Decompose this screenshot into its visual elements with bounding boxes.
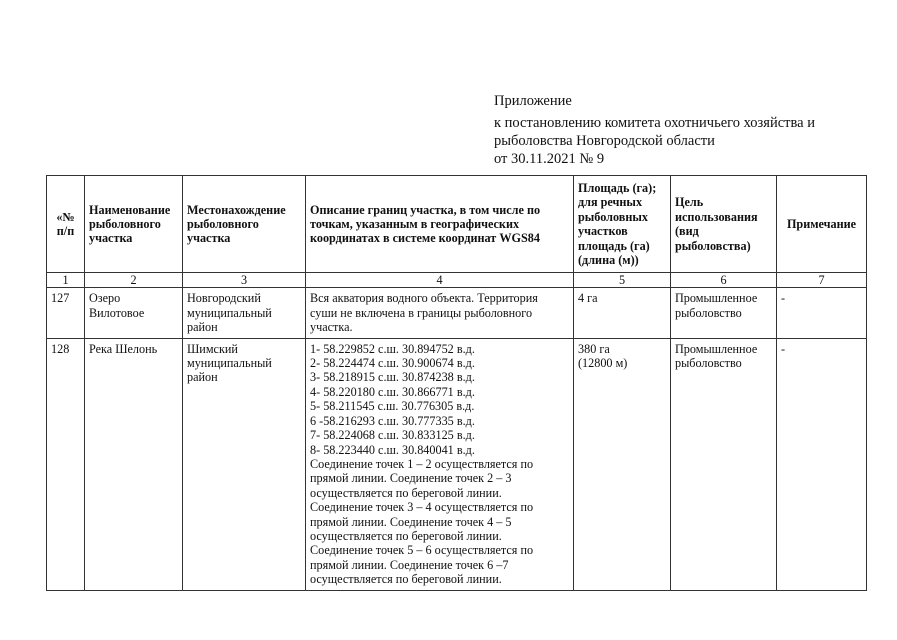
column-number: 6: [671, 273, 777, 288]
header-cell-name: Наименование рыболовного участка: [85, 176, 183, 273]
row-number: 128: [47, 338, 85, 590]
area-length: (12800 м): [578, 356, 628, 371]
description-line: осуществляется по береговой линии.: [310, 528, 502, 543]
description-line: Соединение точек 5 – 6 осуществляется по: [310, 543, 534, 558]
description-line: прямой линии. Соединение точек 4 – 5: [310, 514, 512, 529]
header-line-1: к постановлению комитета охотничьего хозяйства и: [494, 115, 815, 131]
description-line: осуществляется по береговой линии.: [310, 572, 502, 587]
area-purpose: Промышленное рыболовство: [671, 338, 777, 590]
coordinate-line: 7- 58.224068 с.ш. 30.833125 в.д.: [310, 428, 475, 443]
area-size: 4 га: [574, 288, 671, 338]
description-line: осуществляется по береговой линии.: [310, 485, 502, 500]
column-number: 4: [306, 273, 574, 288]
column-number: 3: [183, 273, 306, 288]
description-line: прямой линии. Соединение точек 2 – 3: [310, 471, 512, 486]
row-number: 127: [47, 288, 85, 338]
header-cell-area: Площадь (га); для речных рыболовных участков площадь (га) (длина (м)): [574, 176, 671, 273]
coordinate-line: 5- 58.211545 с.ш. 30.776305 в.д.: [310, 399, 475, 414]
area-description: [306, 338, 574, 590]
column-number: 1: [47, 273, 85, 288]
area-location: Шимский муниципальный район: [183, 338, 306, 590]
coordinate-line: 2- 58.224474 с.ш. 30.900674 в.д.: [310, 356, 475, 371]
description-line: прямой линии. Соединение точек 6 –7: [310, 557, 509, 572]
header-cell-description: Описание границ участка, в том числе по точкам, указанным в географических координатах в системе координат WGS84: [306, 176, 574, 273]
header-cell-location: Местонахождение рыболовного участка: [183, 176, 306, 273]
area-name: Озеро Вилотовое: [85, 288, 183, 338]
header-cell-note: Примечание: [777, 176, 867, 273]
table-header-row: [47, 176, 867, 273]
column-number: 7: [777, 273, 867, 288]
column-number: 5: [574, 273, 671, 288]
header-cell-number: «№ п/п: [47, 176, 85, 273]
area-note: -: [777, 288, 867, 338]
area-name: Река Шелонь: [85, 338, 183, 590]
header-line-2: рыболовства Новгородской области: [494, 133, 715, 149]
coordinate-line: 8- 58.223440 с.ш. 30.840041 в.д.: [310, 442, 475, 457]
area-description: [306, 288, 574, 338]
description-line: участка.: [310, 320, 353, 335]
header-cell-purpose: Цель использования (вид рыболовства): [671, 176, 777, 273]
description-line: Соединение точек 3 – 4 осуществляется по: [310, 500, 534, 515]
description-line: Соединение точек 1 – 2 осуществляется по: [310, 456, 534, 471]
coordinate-line: 3- 58.218915 с.ш. 30.874238 в.д.: [310, 370, 475, 385]
area-hectares: 380 га: [578, 341, 610, 356]
column-number-row: [47, 273, 867, 288]
area-location: Новгородский муниципальный район: [183, 288, 306, 338]
description-line: суши не включена в границы рыболовного: [310, 305, 533, 320]
description-line: Вся акватория водного объекта. Территория: [310, 291, 538, 306]
fishing-areas-table: [46, 175, 867, 591]
table-row: [47, 288, 867, 338]
coordinate-line: 1- 58.229852 с.ш. 30.894752 в.д.: [310, 341, 475, 356]
coordinate-line: 4- 58.220180 с.ш. 30.866771 в.д.: [310, 384, 475, 399]
coordinate-line: 6 -58.216293 с.ш. 30.777335 в.д.: [310, 413, 475, 428]
appendix-title: Приложение: [494, 93, 572, 109]
column-number: 2: [85, 273, 183, 288]
area-note: -: [777, 338, 867, 590]
header-line-3: от 30.11.2021 № 9: [494, 151, 605, 167]
area-purpose: Промышленное рыболовство: [671, 288, 777, 338]
table-row: [47, 338, 867, 590]
area-size: [574, 338, 671, 590]
document-header: [494, 92, 854, 168]
